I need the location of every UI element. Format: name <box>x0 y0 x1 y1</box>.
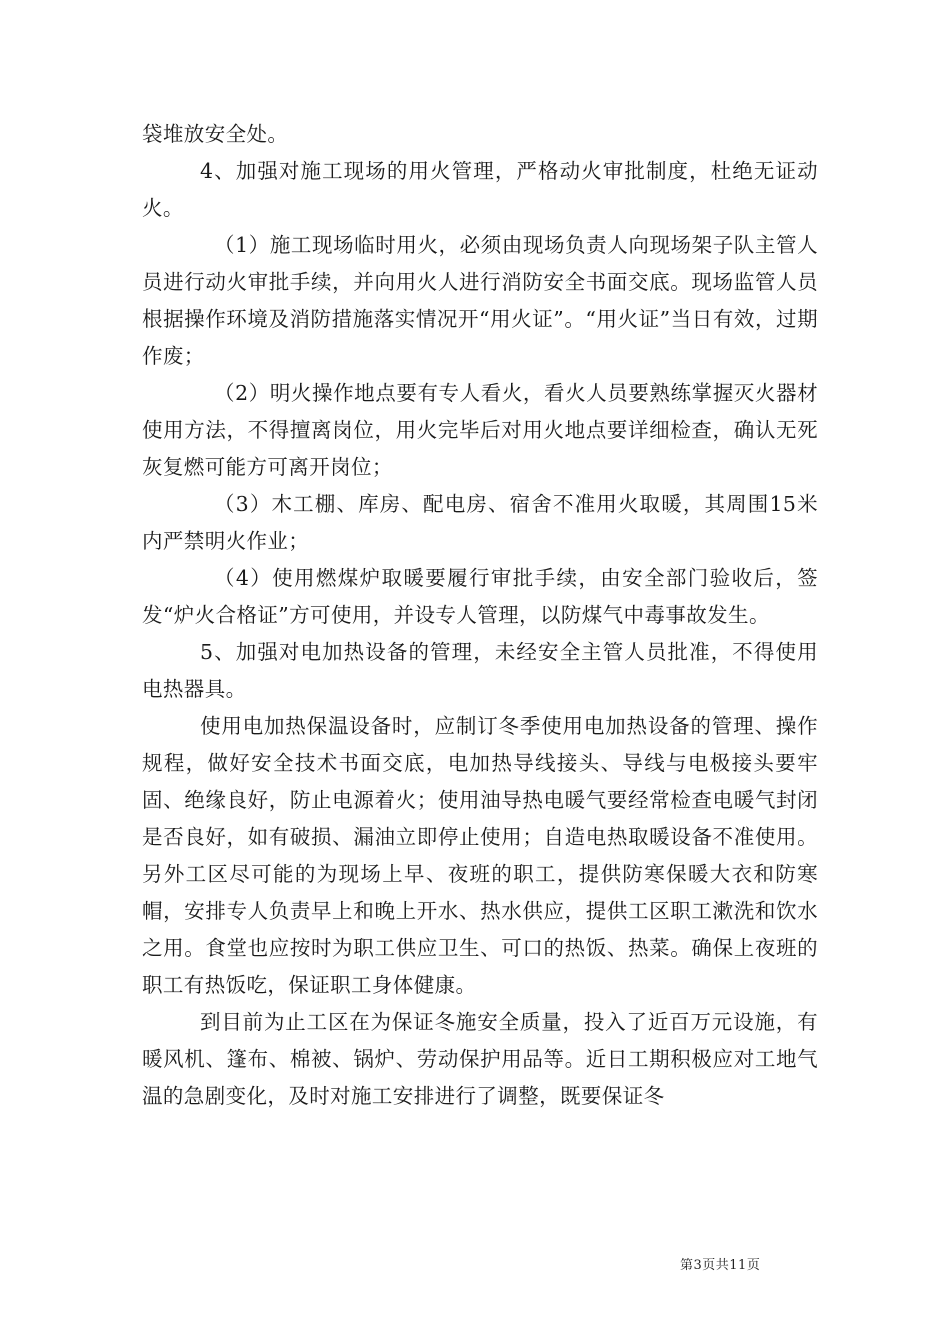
paragraph-subitem-1: （1）施工现场临时用火，必须由现场负责人向现场架子队主管人员进行动火审批手续，并向用火人进行消防安全书面交底。现场监管人员根据操作环境及消防措施落实情况开“用火证”。“用火证”当日有效，过期作废； <box>142 233 818 368</box>
paragraph-subitem-3: （3）木工棚、库房、配电房、宿舍不准用火取暖，其周围15米内严禁明火作业； <box>142 492 818 553</box>
page-number: 第3页共11页 <box>680 1258 761 1273</box>
paragraph-electric-heating: 使用电加热保温设备时，应制订冬季使用电加热设备的管理、操作规程，做好安全技术书面交底，电加热导线接头、导线与电极接头要牢固、绝缘良好，防止电源着火；使用油导热电暖气要经常检查电暖气封闭是否良好，如有破损、漏油立即停止使用；自造电热取暖设备不准使用。另外工区尽可能的为现场上早、夜班的职工，提供防寒保暖大衣和防寒帽，安排专人负责早上和晚上开水、热水供应，提供工区职工漱洗和饮水之用。食堂也应按时为职工供应卫生、可口的热饭、热菜。确保上夜班的职工有热饭吃，保证职工身体健康。 <box>142 714 818 997</box>
paragraph-item-4: 4、加强对施工现场的用火管理，严格动火审批制度，杜绝无证动火。 <box>142 159 818 220</box>
paragraph-item-5: 5、加强对电加热设备的管理，未经安全主管人员批准，不得使用电热器具。 <box>142 640 818 701</box>
paragraph-investment: 到目前为止工区在为保证冬施安全质量，投入了近百万元设施，有暖风机、篷布、棉被、锅炉、劳动保护用品等。近日工期积极应对工地气温的急剧变化，及时对施工安排进行了调整，既要保证冬 <box>142 1010 818 1108</box>
document-body <box>142 116 818 1115</box>
paragraph-continuation: 袋堆放安全处。 <box>142 122 289 146</box>
paragraph-subitem-2: （2）明火操作地点要有专人看火，看火人员要熟练掌握灭火器材使用方法，不得擅离岗位，用火完毕后对用火地点要详细检查，确认无死灰复燃可能方可离开岗位； <box>142 381 818 479</box>
paragraph-subitem-4: （4）使用燃煤炉取暖要履行审批手续，由安全部门验收后，签发“炉火合格证”方可使用，并设专人管理，以防煤气中毒事故发生。 <box>142 566 818 627</box>
